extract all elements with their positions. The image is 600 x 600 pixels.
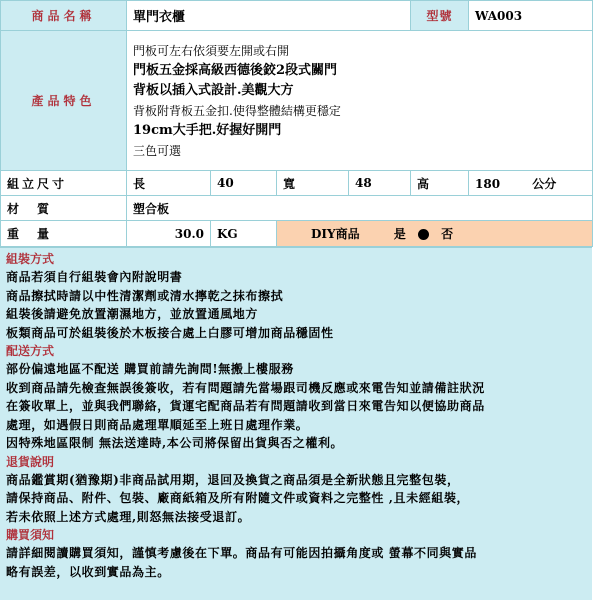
delivery-line: 在簽收單上，並與我們聯絡，貨運宅配商品若有問題請收到當日來電告知以便協助商品 — [6, 399, 485, 413]
feature-item: 19cm大手把.好握好開門 — [133, 122, 282, 138]
notes-panel — [0, 247, 592, 600]
assembly-title: 組裝方式 — [6, 252, 55, 266]
feature-item: 背板附背板五金扣.使得整體結構更穩定 — [133, 103, 341, 118]
material-label: 材 質 — [1, 196, 127, 221]
return-title: 退貨說明 — [6, 454, 55, 469]
row-features — [1, 31, 593, 171]
material-value: 塑合板 — [127, 196, 593, 221]
diy-label: DIY商品 — [311, 227, 360, 241]
weight-unit: KG — [211, 221, 277, 247]
purchase-line: 請詳細閱讀購買須知，謹慎考慮後在下單。商品有可能因拍攝角度或 螢幕不同與實品 — [6, 546, 477, 560]
name-label: 商品名稱 — [1, 1, 127, 31]
length-value: 40 — [211, 171, 277, 196]
row-name — [1, 1, 593, 31]
model-label: 型號 — [411, 1, 469, 31]
width-value: 48 — [349, 171, 411, 196]
size-unit: 公分 — [532, 176, 557, 191]
diy-cell — [277, 221, 593, 247]
product-name: 單門衣櫃 — [127, 1, 411, 31]
height-unit-cell — [469, 171, 593, 196]
model-number: WA003 — [469, 1, 593, 31]
return-line: 商品鑑賞期(猶豫期)非商品試用期，退回及換貨之商品須是全新狀態且完整包裝， — [6, 472, 460, 487]
features-list — [127, 31, 593, 171]
width-label: 寬 — [277, 171, 349, 196]
selected-dot-icon — [418, 229, 429, 240]
weight-label: 重 量 — [1, 221, 127, 247]
size-label: 組立尺寸 — [1, 171, 127, 196]
purchase-line: 略有誤差，以收到實品為主。 — [6, 564, 170, 579]
purchase-title: 購買須知 — [6, 528, 55, 542]
row-material — [1, 196, 593, 221]
row-size — [1, 171, 593, 196]
assembly-line: 商品擦拭時請以中性清潔劑或清水擰乾之抹布擦拭 — [6, 288, 284, 303]
delivery-line: 因特殊地區限制 無法送達時,本公司將保留出貨與否之權利。 — [6, 436, 344, 450]
diy-no: 否 — [441, 227, 454, 241]
row-weight — [1, 221, 593, 247]
feature-item: 門板五金採高級西德後鉸2段式關門 — [133, 62, 338, 78]
delivery-line: 部份偏遠地區不配送 購買前請先詢問!無搬上樓服務 — [6, 362, 294, 376]
weight-value: 30.0 — [127, 221, 211, 247]
spec-table — [0, 0, 593, 247]
feature-item: 門板可左右依須要左開或右開 — [133, 43, 290, 58]
height-label: 高 — [411, 171, 469, 196]
assembly-line: 組裝後請避免放置潮濕地方，並放置通風地方 — [6, 307, 259, 321]
assembly-line: 板類商品可於組裝後於木板接合處上白膠可增加商品穩固性 — [6, 325, 334, 340]
feature-item: 三色可選 — [133, 143, 182, 158]
feature-item: 背板以插入式設計.美觀大方 — [133, 82, 294, 98]
assembly-line: 商品若須自行組裝會內附說明書 — [6, 270, 183, 284]
height-value: 180 — [475, 176, 501, 191]
delivery-line: 收到商品請先檢查無誤後簽收，若有問題請先當場跟司機反應或來電告知並請備註狀況 — [6, 380, 485, 395]
diy-yes: 是 — [393, 227, 406, 241]
delivery-line: 處理，如遇假日則商品處理單順延至上班日處理作業。 — [6, 417, 309, 432]
return-line: 若未依照上述方式處理,則怒無法接受退訂。 — [6, 509, 251, 524]
delivery-title: 配送方式 — [6, 344, 55, 358]
return-line: 請保持商品、附件、包裝、廠商紙箱及所有附隨文件或資料之完整性 ,且未經組裝， — [6, 491, 470, 505]
features-label: 產品特色 — [1, 31, 127, 171]
length-label: 長 — [127, 171, 211, 196]
